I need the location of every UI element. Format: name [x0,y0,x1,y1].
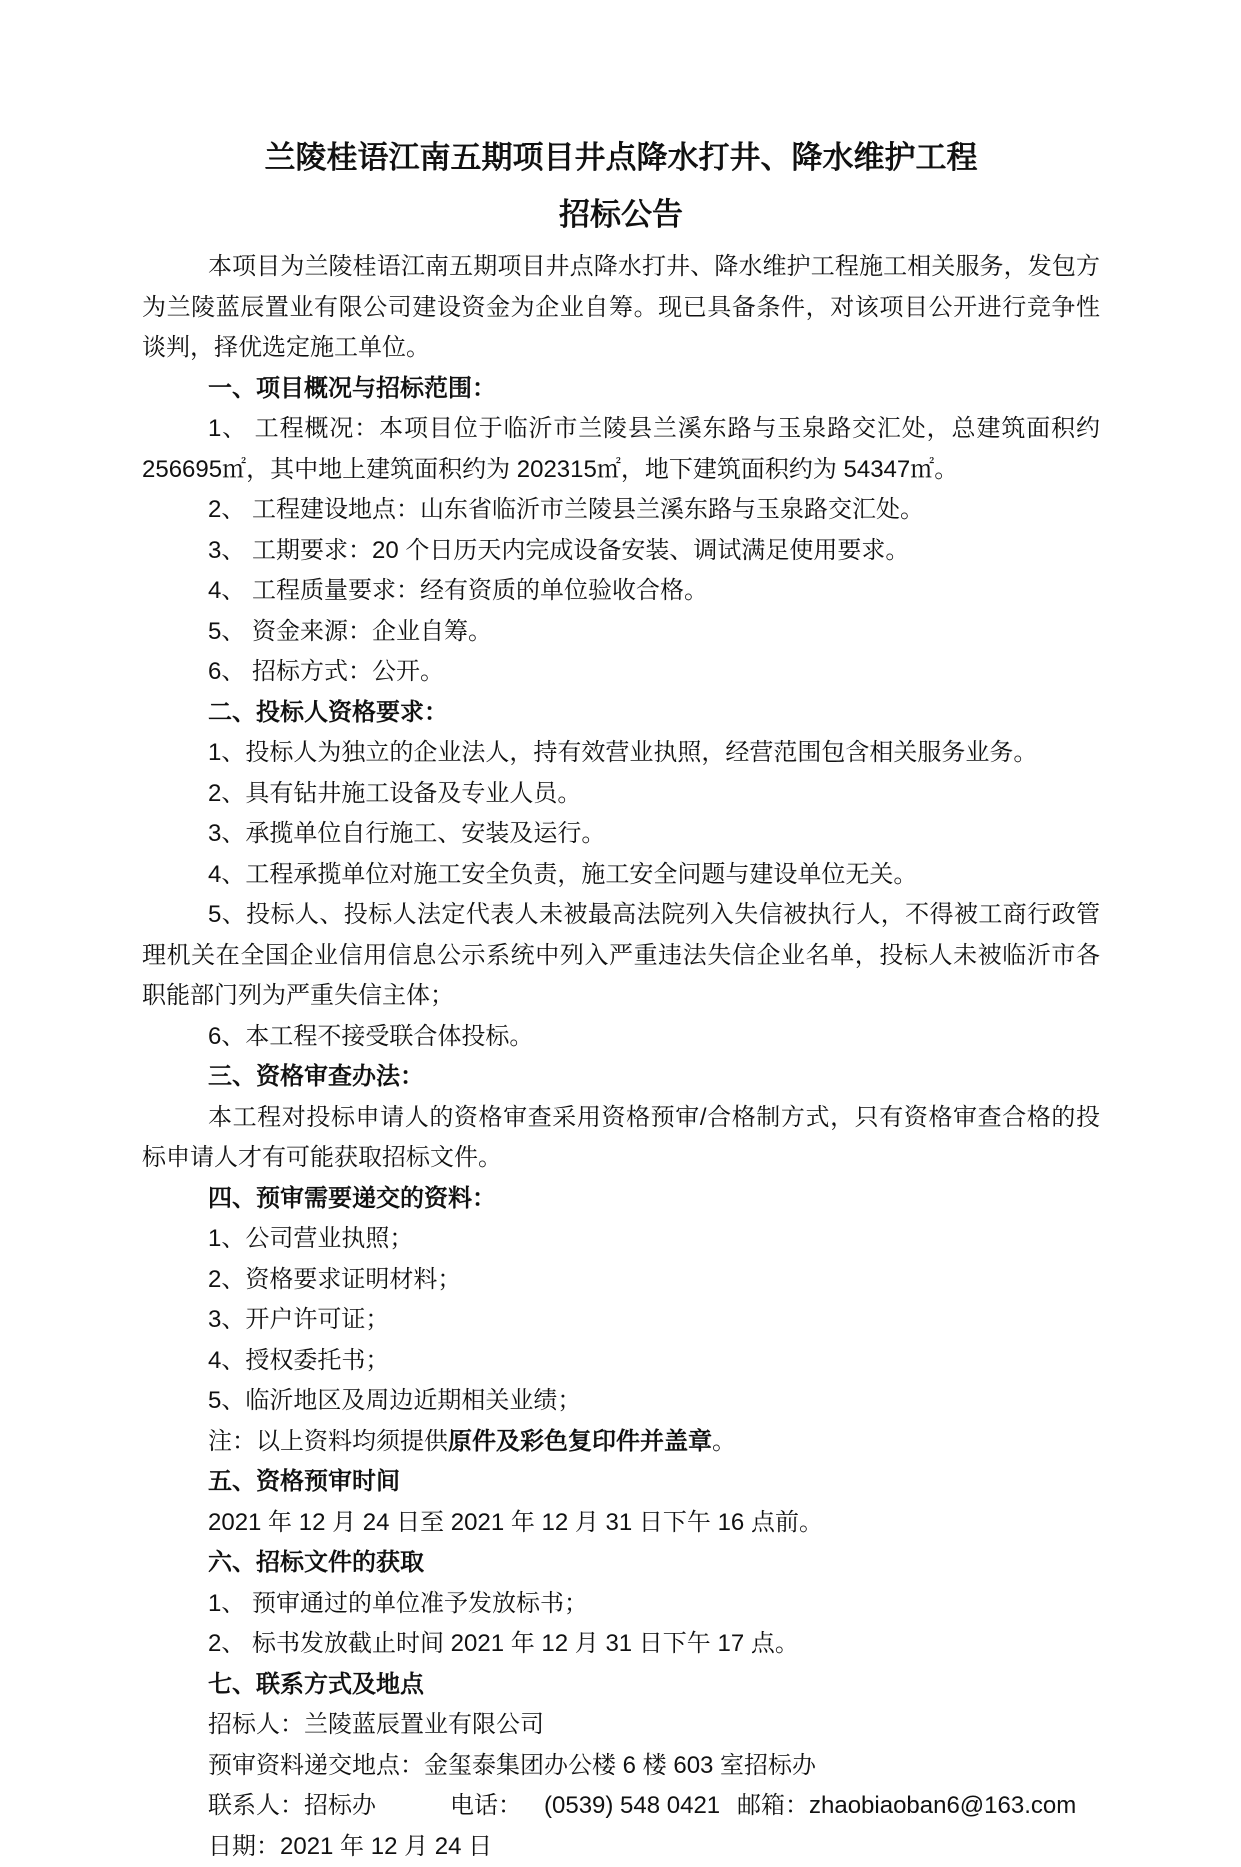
section-5-heading: 五、资格预审时间 [142,1462,1100,1503]
section-1-item-5: 5、 资金来源：企业自筹。 [142,612,1100,653]
submit-location-line: 预审资料递交地点：金玺泰集团办公楼 6 楼 603 室招标办 [142,1746,1100,1787]
phone-number: (0539) 548 0421 [544,1792,720,1819]
section-3-heading: 三、资格审查办法： [142,1057,1100,1098]
section-1-item-1: 1、 工程概况：本项目位于临沂市兰陵县兰溪东路与玉泉路交汇处，总建筑面积约 256695㎡，其中地上建筑面积约为 202315㎡，地下建筑面积约为 54347㎡。 [142,409,1100,490]
section-1-item-2: 2、 工程建设地点：山东省临沂市兰陵县兰溪东路与玉泉路交汇处。 [142,490,1100,531]
date-line: 日期：2021 年 12 月 24 日 [142,1827,1100,1867]
section-4-item-2: 2、资格要求证明材料； [142,1260,1100,1301]
email-label: 邮箱： [737,1792,809,1819]
section-2-item-5: 5、投标人、投标人法定代表人未被最高法院列入失信被执行人，不得被工商行政管理机关在全国企业信用信息公示系统中列入严重违法失信企业名单，投标人未被临沂市各职能部门列为严重失信主体； [142,895,1100,1017]
section-1-item-4: 4、 工程质量要求：经有资质的单位验收合格。 [142,571,1100,612]
note-prefix: 注：以上资料均须提供 [208,1428,448,1455]
phone-label: 电话： [450,1792,522,1819]
section-1-item-6: 6、 招标方式：公开。 [142,652,1100,693]
section-2-heading: 二、投标人资格要求： [142,693,1100,734]
section-5-body: 2021 年 12 月 24 日至 2021 年 12 月 31 日下午 16 点前。 [142,1503,1100,1544]
section-4-item-5: 5、临沂地区及周边近期相关业绩； [142,1381,1100,1422]
section-2-item-4: 4、工程承揽单位对施工安全负责，施工安全问题与建设单位无关。 [142,855,1100,896]
section-6-item-1: 1、 预审通过的单位准予发放标书； [142,1584,1100,1625]
document-subtitle: 招标公告 [142,189,1100,241]
document-title: 兰陵桂语江南五期项目井点降水打井、降水维护工程 [142,132,1100,184]
section-2-item-2: 2、具有钻井施工设备及专业人员。 [142,774,1100,815]
contact-person: 联系人：招标办 [208,1786,450,1827]
phone-group [450,1786,737,1827]
section-4-item-4: 4、授权委托书； [142,1341,1100,1382]
note-bold-text: 原件及彩色复印件并盖章 [448,1428,712,1455]
section-6-item-2: 2、 标书发放截止时间 2021 年 12 月 31 日下午 17 点。 [142,1624,1100,1665]
section-3-body: 本工程对投标申请人的资格审查采用资格预审/合格制方式，只有资格审查合格的投标申请人才有可能获取招标文件。 [142,1098,1100,1179]
section-7-heading: 七、联系方式及地点 [142,1665,1100,1706]
section-2-item-6: 6、本工程不接受联合体投标。 [142,1017,1100,1058]
section-1-item-3: 3、 工期要求：20 个日历天内完成设备安装、调试满足使用要求。 [142,531,1100,572]
section-2-item-1: 1、投标人为独立的企业法人，持有效营业执照，经营范围包含相关服务业务。 [142,733,1100,774]
section-6-heading: 六、招标文件的获取 [142,1543,1100,1584]
email-group [737,1792,1076,1819]
section-1-heading: 一、项目概况与招标范围： [142,369,1100,410]
section-4-item-3: 3、开户许可证； [142,1300,1100,1341]
bidder-line: 招标人：兰陵蓝辰置业有限公司 [142,1705,1100,1746]
section-4-heading: 四、预审需要递交的资料： [142,1179,1100,1220]
note-suffix: 。 [712,1428,736,1455]
email-address: zhaobiaoban6@163.com [809,1792,1076,1819]
section-2-item-3: 3、承揽单位自行施工、安装及运行。 [142,814,1100,855]
contact-line [142,1786,1100,1827]
section-4-item-1: 1、公司营业执照； [142,1219,1100,1260]
intro-paragraph: 本项目为兰陵桂语江南五期项目井点降水打井、降水维护工程施工相关服务，发包方为兰陵蓝辰置业有限公司建设资金为企业自筹。现已具备条件，对该项目公开进行竞争性谈判，择优选定施工单位。 [142,247,1100,369]
section-4-note [142,1422,1100,1463]
document-body [142,247,1100,1867]
